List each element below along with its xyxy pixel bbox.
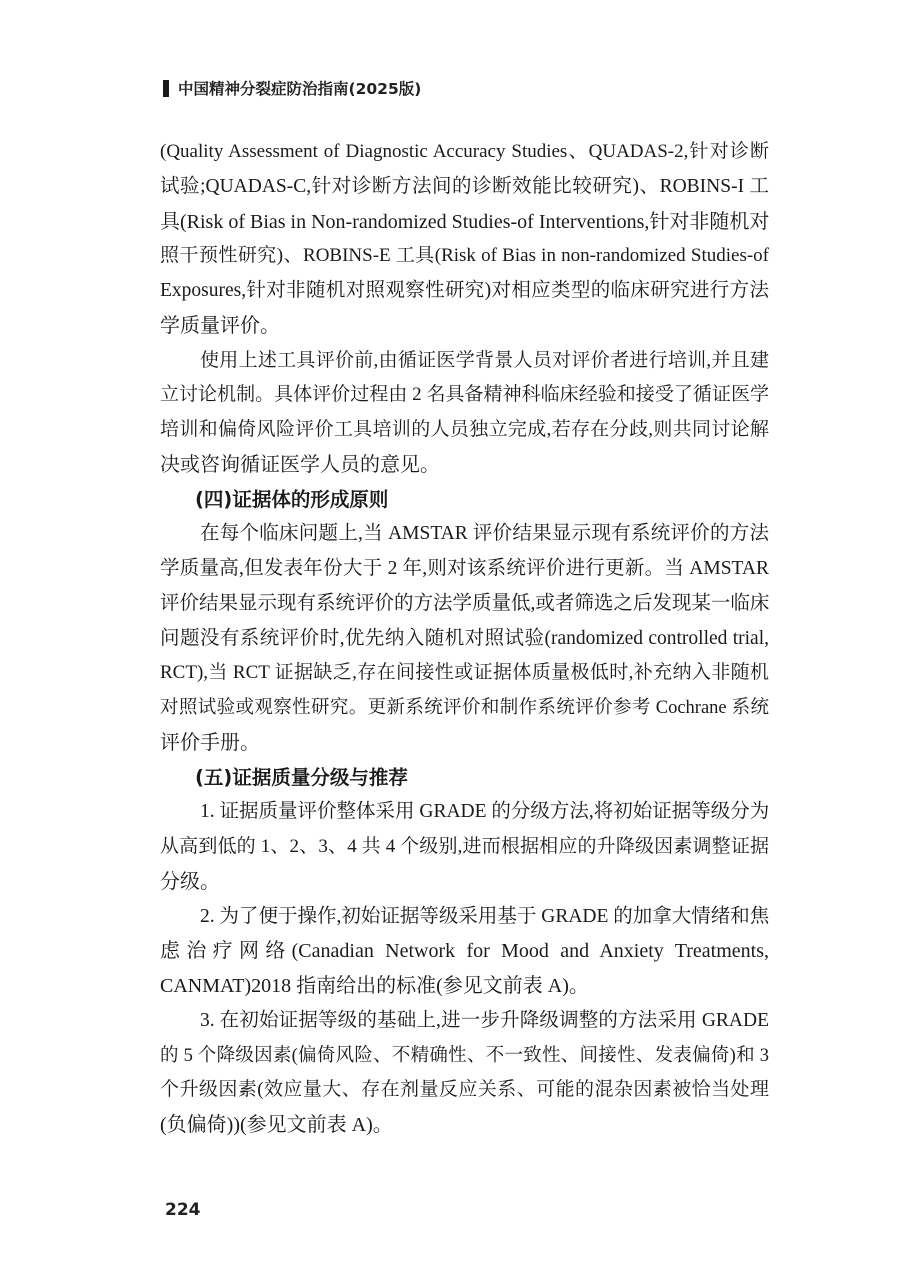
running-header: [163, 76, 421, 100]
text-line: 试验;QUADAS-C,针对诊断方法间的诊断效能比较研究)、ROBINS-I 工: [160, 175, 769, 197]
text-line: Exposures,针对非随机对照观察性研究)对相应类型的临床研究进行方法: [160, 280, 769, 301]
text-line: 在每个临床问题上,当 AMSTAR 评价结果显示现有系统评价的方法: [200, 523, 769, 545]
section-heading-4: (四)证据体的形成原则: [195, 487, 389, 511]
text-line: RCT),当 RCT 证据缺乏,存在间接性或证据体质量极低时,补充纳入非随机: [160, 662, 769, 684]
text-line: 个升级因素(效应量大、存在剂量反应关系、可能的混杂因素被恰当处理: [160, 1079, 769, 1101]
header-marker-icon: [163, 80, 169, 97]
section-heading-5: (五)证据质量分级与推荐: [195, 765, 408, 789]
text-line: 具(Risk of Bias in Non-randomized Studies-of Interventions,针对非随机对: [160, 210, 769, 233]
paragraph-evidence-body: [160, 517, 769, 760]
text-line: 对照试验或观察性研究。更新系统评价和制作系统评价参考 Cochrane 系统: [160, 698, 769, 718]
text-line: 学质量高,但发表年份大于 2 年,则对该系统评价进行更新。当 AMSTAR: [160, 558, 769, 579]
text-line: CANMAT)2018 指南给出的标准(参见文前表 A)。: [160, 975, 589, 997]
text-line: 决或咨询循证医学人员的意见。: [160, 453, 440, 476]
text-line: 3. 在初始证据等级的基础上,进一步升降级调整的方法采用 GRADE: [200, 1009, 769, 1031]
text-line: 的 5 个降级因素(偏倚风险、不精确性、不一致性、间接性、发表偏倚)和 3: [160, 1045, 769, 1066]
text-line: 1. 证据质量评价整体采用 GRADE 的分级方法,将初始证据等级分为: [200, 801, 769, 823]
text-line: 2. 为了便于操作,初始证据等级采用基于 GRADE 的加拿大情绪和焦: [200, 905, 769, 927]
text-line: 虑治疗网络(Canadian Network for Mood and Anxiety Treatments,: [160, 940, 769, 963]
body-text: [160, 135, 769, 1143]
running-title: 中国精神分裂症防治指南(2025版): [178, 80, 422, 98]
text-line: 照干预性研究)、ROBINS-E 工具(Risk of Bias in non-randomized Studies-of: [160, 245, 769, 267]
text-line: 培训和偏倚风险评价工具培训的人员独立完成,若存在分歧,则共同讨论解: [160, 419, 769, 440]
list-item-1: [160, 795, 769, 899]
text-line: 问题没有系统评价时,优先纳入随机对照试验(randomized controlled trial,: [160, 627, 769, 649]
text-line: 从高到低的 1、2、3、4 共 4 个级别,进而根据相应的升降级因素调整证据: [160, 836, 769, 857]
text-line: 使用上述工具评价前,由循证医学背景人员对评价者进行培训,并且建: [200, 349, 769, 371]
text-line: 分级。: [160, 870, 220, 893]
list-item-2: [160, 900, 769, 1004]
text-line: 学质量评价。: [160, 314, 280, 337]
text-line: 评价结果显示现有系统评价的方法学质量低,或者筛选之后发现某一临床: [160, 592, 769, 614]
page-number: 224: [165, 1200, 201, 1220]
list-item-3: [160, 1004, 769, 1143]
text-line: 立讨论机制。具体评价过程由 2 名具备精神科临床经验和接受了循证医学: [160, 384, 769, 406]
text-line: (Quality Assessment of Diagnostic Accuracy Studies、QUADAS-2,针对诊断: [160, 141, 769, 162]
paragraph-training: [160, 344, 769, 483]
paragraph-tools: [160, 135, 769, 344]
text-line: (负偏倚))(参见文前表 A)。: [160, 1114, 393, 1136]
text-line: 评价手册。: [160, 731, 260, 754]
